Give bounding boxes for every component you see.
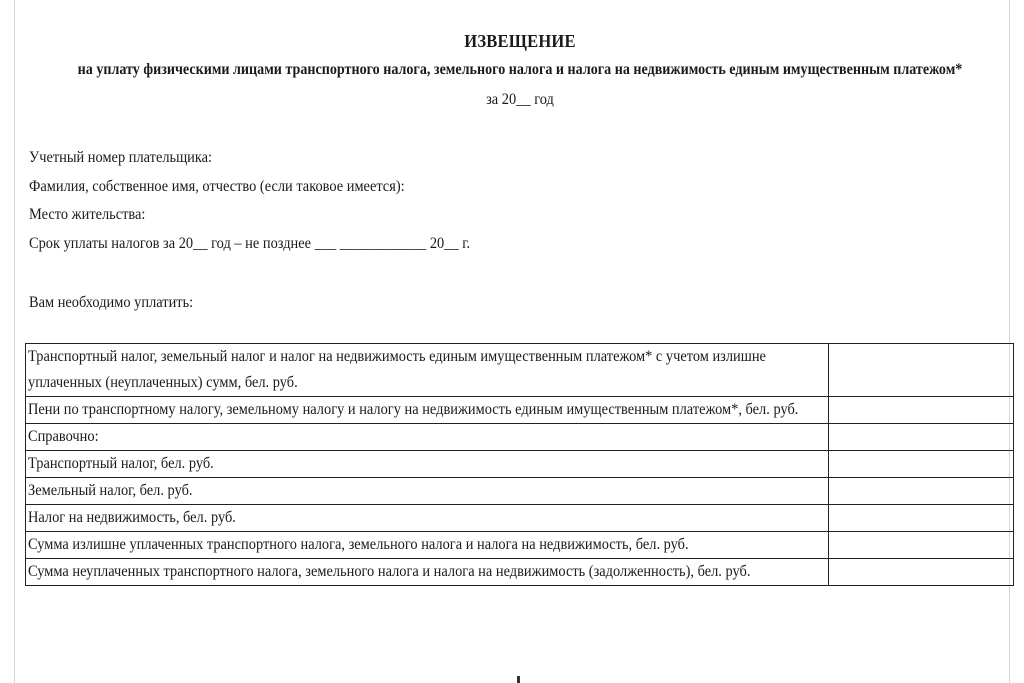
page-border-left	[14, 0, 15, 683]
row-label	[26, 344, 829, 397]
amount-cell	[829, 478, 1014, 505]
row-label-text: Транспортный налог, земельный налог и налог на недвижимость единым имущественным платежом* с учетом излишне уплаченных (неуплаченных) сумм, бел. руб.	[28, 348, 766, 391]
row-label-text: Налог на недвижимость, бел. руб.	[28, 509, 236, 526]
tax-amounts-table	[25, 343, 1014, 586]
field-payment-deadline: Срок уплаты налогов за 20__ год – не позднее ___ ____________ 20__ г.	[29, 235, 471, 252]
amount-cell	[829, 344, 1014, 397]
row-label	[26, 397, 829, 424]
row-label	[26, 505, 829, 532]
row-label-text: Земельный налог, бел. руб.	[28, 482, 193, 499]
table-row	[26, 451, 1014, 478]
field-residence: Место жительства:	[29, 206, 146, 223]
row-label-text: Сумма излишне уплаченных транспортного налога, земельного налога и налога на недвижимость, бел. руб.	[28, 536, 689, 553]
table-row	[26, 532, 1014, 559]
amount-cell	[829, 532, 1014, 559]
amount-cell	[829, 559, 1014, 586]
row-label-text: Справочно:	[28, 428, 99, 445]
document-subtitle: на уплату физическими лицами транспортного налога, земельного налога и налога на недвижимость единым имущественным платежом*	[77, 61, 963, 78]
row-label-text: Пени по транспортному налогу, земельному налогу и налогу на недвижимость единым имущественным платежом*, бел. руб.	[28, 401, 799, 418]
row-label	[26, 451, 829, 478]
table-row	[26, 344, 1014, 397]
amount-cell	[829, 505, 1014, 532]
table-row	[26, 397, 1014, 424]
amount-cell	[829, 451, 1014, 478]
payment-intro: Вам необходимо уплатить:	[29, 294, 194, 311]
row-label-text: Сумма неуплаченных транспортного налога, земельного налога и налога на недвижимость (задолженность), бел. руб.	[28, 563, 751, 580]
tax-year-line: за 20__ год	[486, 91, 554, 108]
table-row	[26, 505, 1014, 532]
amount-cell	[829, 424, 1014, 451]
document-title: ИЗВЕЩЕНИЕ	[464, 31, 576, 51]
row-label	[26, 478, 829, 505]
table-row	[26, 559, 1014, 586]
row-label	[26, 424, 829, 451]
field-account-number: Учетный номер плательщика:	[29, 149, 213, 166]
row-label	[26, 559, 829, 586]
table-row	[26, 478, 1014, 505]
row-label-text: Транспортный налог, бел. руб.	[28, 455, 214, 472]
table-row	[26, 424, 1014, 451]
field-full-name: Фамилия, собственное имя, отчество (если таковое имеется):	[29, 178, 405, 195]
page-mark	[517, 676, 520, 683]
amount-cell	[829, 397, 1014, 424]
row-label	[26, 532, 829, 559]
